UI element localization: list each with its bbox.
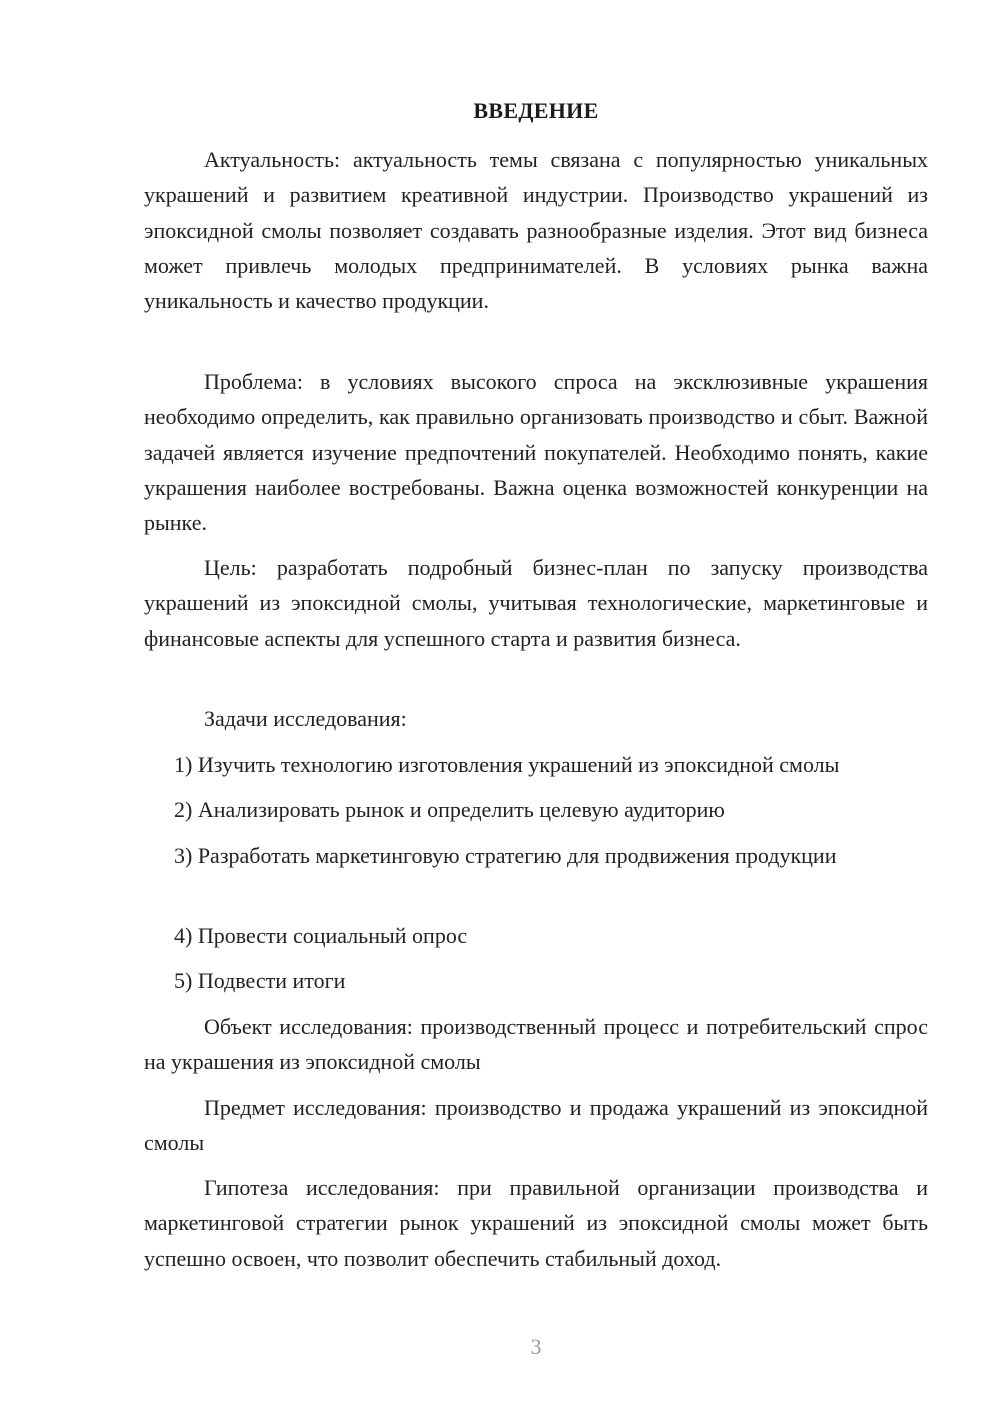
- paragraph-problem: Проблема: в условиях высокого спроса на эксклюзивные украшения необходимо определить, как правильно организовать производство и сбыт. Важной задачей является изучение предпочтений покупателей. Необходимо понять, какие украшения наиболее востребованы. Важна оценка возможностей конкуренции на рынке.: [144, 369, 928, 536]
- page-number: 3: [530, 1334, 542, 1359]
- paragraph-subject: Предмет исследования: производство и продажа украшений из эпоксидной смолы: [144, 1095, 928, 1156]
- tasks-heading: Задачи исследования:: [204, 706, 407, 731]
- paragraph-goal: Цель: разработать подробный бизнес-план по запуску производства украшений из эпоксидной смолы, учитывая технологические, маркетинговые и финансовые аспекты для успешного старта и развития бизнеса.: [144, 555, 928, 651]
- task-item-4: 4) Провести социальный опрос: [174, 923, 468, 948]
- task-item-3: 3) Разработать маркетинговую стратегию для продвижения продукции: [174, 843, 837, 868]
- task-item-2: 2) Анализировать рынок и определить целевую аудиторию: [174, 797, 725, 822]
- paragraph-relevance: Актуальность: актуальность темы связана с популярностью уникальных украшений и развитием креативной индустрии. Производство украшений из эпоксидной смолы позволяет создавать разнообразные изделия. Этот вид бизнеса может привлечь молодых предпринимателей. В условиях рынка важна уникальность и качество продукции.: [144, 147, 928, 314]
- task-item-5: 5) Подвести итоги: [174, 968, 346, 993]
- document-page: [144, 0, 928, 1414]
- paragraph-hypothesis: Гипотеза исследования: при правильной организации производства и маркетинговой стратегии рынок украшений из эпоксидной смолы может быть успешно освоен, что позволит обеспечить стабильный доход.: [144, 1175, 928, 1271]
- page-title: ВВЕДЕНИЕ: [473, 98, 599, 123]
- task-item-1: 1) Изучить технологию изготовления украшений из эпоксидной смолы: [174, 752, 840, 777]
- paragraph-object: Объект исследования: производственный процесс и потребительский спрос на украшения из эпоксидной смолы: [144, 1014, 928, 1075]
